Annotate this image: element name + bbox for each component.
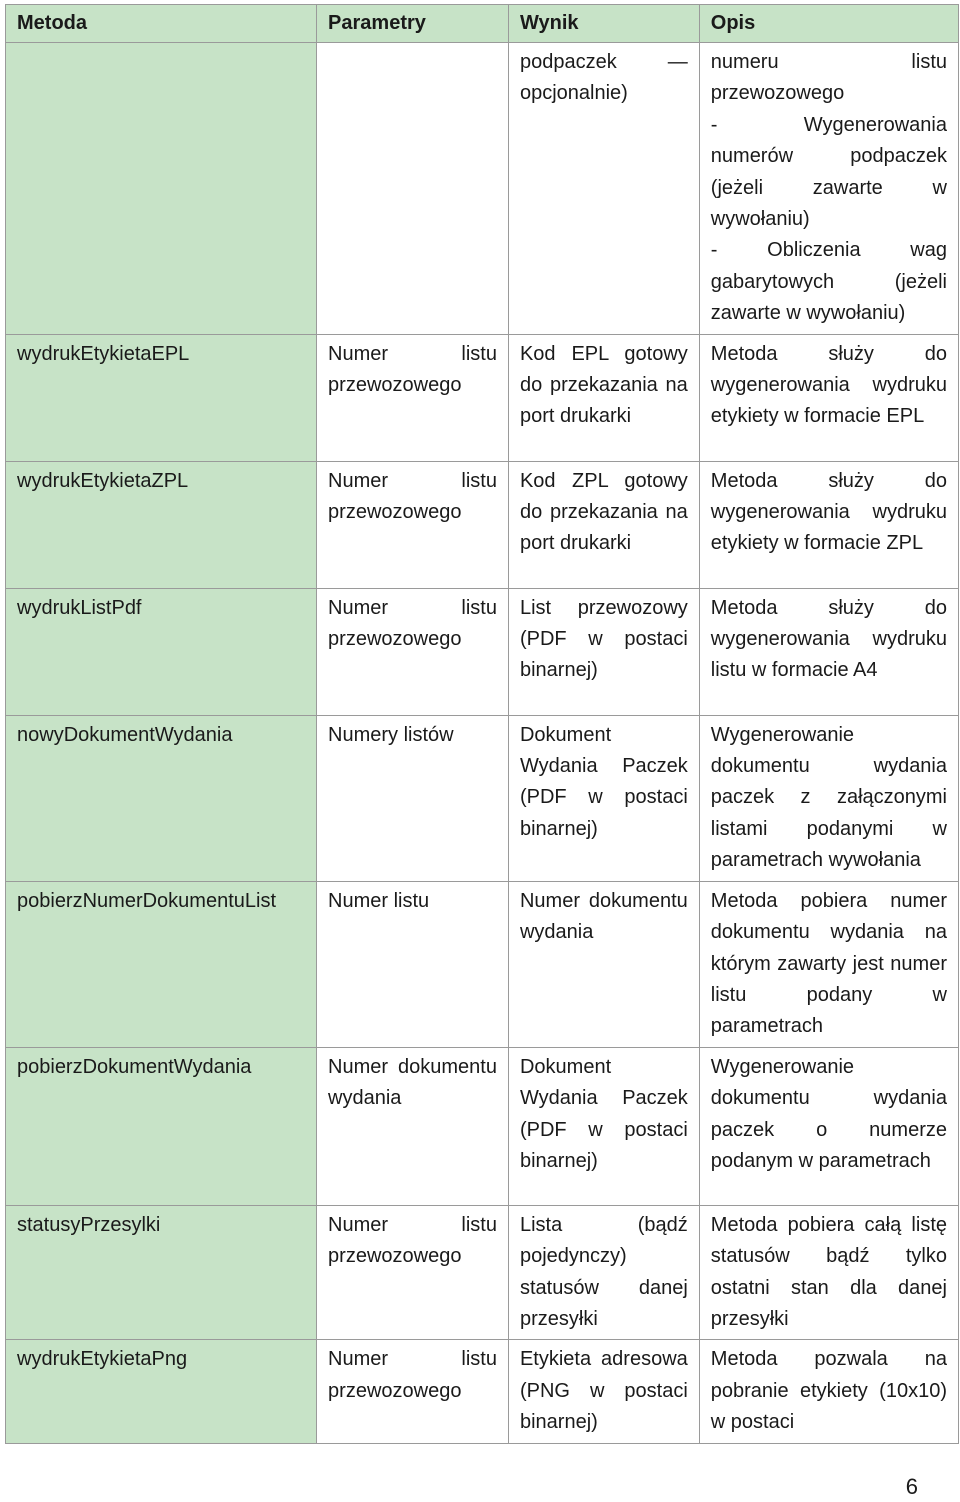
result-text: Numer dokumentu wydania [519, 889, 688, 944]
description-text: Metoda służy do wygenerowania wydruku etykiety w formacie EPL [710, 342, 947, 428]
cell-description [699, 1205, 958, 1340]
cell-description [699, 461, 958, 588]
header-wynik: Wynik [508, 5, 699, 43]
header-opis: Opis [699, 5, 958, 43]
result-text: Etykieta adresowa (PNG w postaci binarnej) [519, 1348, 688, 1434]
params-text: Numer listu przewozowego [328, 596, 497, 651]
cell-method [6, 461, 317, 588]
cell-params [317, 1047, 509, 1205]
cell-method [6, 43, 317, 335]
cell-method [6, 1205, 317, 1340]
method-name: statusyPrzesylki [17, 1213, 161, 1236]
table-row [6, 1047, 959, 1205]
table-header-row [6, 5, 959, 43]
cell-params [317, 588, 509, 715]
page-number: 6 [905, 1474, 918, 1499]
params-text: Numer dokumentu wydania [328, 1055, 497, 1110]
result-text: Dokument Wydania Paczek (PDF w postaci binarnej) [519, 723, 688, 840]
cell-description [699, 1047, 958, 1205]
cell-params [317, 1340, 509, 1443]
result-text: Kod EPL gotowy do przekazania na port drukarki [519, 342, 688, 428]
header-parametry: Parametry [317, 5, 509, 43]
cell-result [508, 588, 699, 715]
method-name: pobierzDokumentWydania [17, 1055, 252, 1078]
table-row [6, 1340, 959, 1443]
params-text: Numer listu [328, 889, 430, 912]
method-name: pobierzNumerDokumentuList [17, 889, 277, 912]
table-row [6, 43, 959, 335]
description-text: Metoda służy do wygenerowania wydruku listu w formacie A4 [710, 596, 947, 682]
cell-method [6, 1340, 317, 1443]
cell-params [317, 715, 509, 881]
table-row [6, 715, 959, 881]
table-row [6, 588, 959, 715]
table-row [6, 334, 959, 461]
method-name: wydrukEtykietaZPL [17, 469, 189, 492]
method-name: nowyDokumentWydania [17, 723, 233, 746]
cell-description [699, 881, 958, 1047]
result-text: Dokument Wydania Paczek (PDF w postaci binarnej) [519, 1055, 688, 1172]
params-text: Numer listu przewozowego [328, 1348, 497, 1402]
table-row [6, 1205, 959, 1340]
description-text: Wygenerowanie dokumentu wydania paczek z załączonymi listami podanymi w parametrach wywołania [710, 723, 947, 872]
result-text: List przewozowy (PDF w postaci binarnej) [519, 596, 688, 682]
cell-method [6, 715, 317, 881]
method-name: wydrukEtykietaPng [17, 1348, 188, 1371]
table-row [6, 461, 959, 588]
params-text: Numery listów [328, 723, 454, 746]
cell-params [317, 881, 509, 1047]
cell-result [508, 1047, 699, 1205]
cell-description [699, 43, 958, 335]
cell-method [6, 334, 317, 461]
cell-params [317, 461, 509, 588]
cell-result [508, 1205, 699, 1340]
cell-method [6, 881, 317, 1047]
cell-description [699, 334, 958, 461]
cell-description [699, 715, 958, 881]
cell-params [317, 43, 509, 335]
cell-result [508, 881, 699, 1047]
cell-method [6, 588, 317, 715]
params-text: Numer listu przewozowego [328, 342, 497, 397]
cell-result [508, 461, 699, 588]
description-text: Metoda służy do wygenerowania wydruku etykiety w formacie ZPL [710, 469, 947, 555]
cell-result [508, 1340, 699, 1443]
result-text: Lista (bądź pojedynczy) statusów danej przesyłki [519, 1213, 688, 1330]
cell-result [508, 715, 699, 881]
description-text: Metoda pobiera całą listę statusów bądź tylko ostatni stan dla danej przesyłki [710, 1213, 947, 1330]
cell-params [317, 1205, 509, 1340]
header-metoda: Metoda [6, 5, 317, 43]
methods-table [5, 4, 959, 1444]
cell-description [699, 1340, 958, 1443]
cell-method [6, 1047, 317, 1205]
cell-params [317, 334, 509, 461]
description-text: Metoda pobiera numer dokumentu wydania na którym zawarty jest numer listu podany w parametrach [710, 889, 947, 1038]
description-text: numeru listu przewozowego - Wygenerowania numerów podpaczek (jeżeli zawarte w wywołaniu) - Obliczenia wag gabarytowych (jeżeli zawarte w wywołaniu) [710, 51, 947, 325]
params-text: Numer listu przewozowego [328, 469, 497, 524]
table-row [6, 881, 959, 1047]
method-name: wydrukEtykietaEPL [17, 342, 190, 365]
description-text: Wygenerowanie dokumentu wydania paczek o numerze podanym w parametrach [710, 1055, 947, 1172]
result-text: podpaczek — opcjonalnie) [519, 51, 688, 105]
method-name: wydrukListPdf [17, 596, 142, 619]
params-text: Numer listu przewozowego [328, 1213, 497, 1268]
result-text: Kod ZPL gotowy do przekazania na port drukarki [519, 469, 688, 555]
cell-description [699, 588, 958, 715]
description-text: Metoda pozwala na pobranie etykiety (10x10) w postaci [710, 1348, 947, 1434]
cell-result [508, 334, 699, 461]
cell-result [508, 43, 699, 335]
